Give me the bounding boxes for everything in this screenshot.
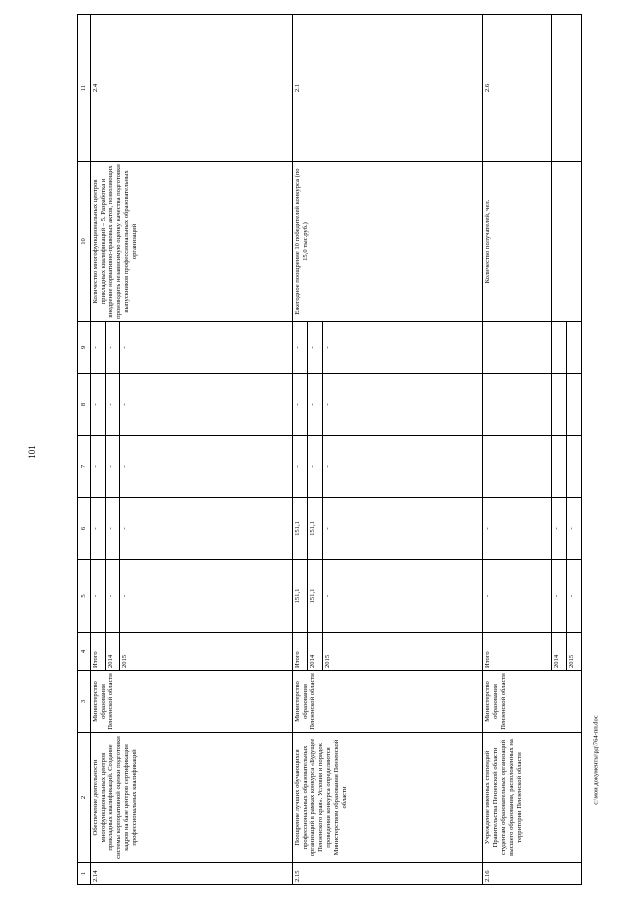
executor-cell: Министерство образования Пензенской области: [292, 671, 483, 733]
year-cell: Итого: [483, 633, 552, 671]
value-cell: -: [90, 374, 105, 436]
indicator-cell: Количество получателей, чел.: [483, 162, 552, 322]
indicator-blank-cell: [552, 162, 582, 322]
year-cell: Итого: [90, 633, 105, 671]
code-cell: 2.1: [292, 15, 483, 162]
footer-file-path: c:\мои документы\рд\764-пп.doc: [592, 715, 600, 805]
value-cell: -: [90, 436, 105, 498]
value-cell: 151,1: [307, 560, 322, 633]
value-cell: -: [120, 374, 292, 436]
header-row: [78, 15, 91, 885]
value-cell: -: [307, 436, 322, 498]
activity-cell: Учреждение именных стипендий Правительства Пензенской области студентам образовательных организаций высшего образования, расположенных на территории Пензенской области: [483, 733, 582, 863]
year-cell: 2015: [120, 633, 292, 671]
year-cell: Итого: [292, 633, 307, 671]
row-number: 2.14: [90, 863, 292, 885]
value-cell: -: [307, 322, 322, 374]
value-cell: -: [483, 560, 552, 633]
col-header-1: 1: [78, 863, 91, 885]
value-cell: -: [105, 374, 120, 436]
value-cell: -: [322, 322, 483, 374]
value-cell: [483, 322, 552, 374]
value-cell: -: [483, 498, 552, 560]
value-cell: -: [105, 560, 120, 633]
value-cell: -: [322, 498, 483, 560]
activity-cell: Обеспечение деятельности многофункциональных центров прикладных квалификаций. Создание системы корпоративной оценки подготовки кадров на базе центров сертификации профессиональных квалификаций: [90, 733, 292, 863]
value-cell: -: [322, 560, 483, 633]
value-cell: -: [105, 322, 120, 374]
indicator-cell: Ежегодное поощрение 10 победителей конкурса (по 15,0 тыс.руб.): [292, 162, 483, 322]
year-cell: 2015: [567, 633, 582, 671]
year-cell: 2015: [322, 633, 483, 671]
col-header-3: 3: [78, 671, 91, 733]
value-cell: -: [90, 322, 105, 374]
indicator-cell: Количество многофункциональных центров прикладных квалификаций – 5. Разработка и внедрение нормативно-правовых актов, позволяющих производить независимую оценку качества подготовки выпускников профессиональных образовательных организаций: [90, 162, 292, 322]
value-cell: -: [567, 560, 582, 633]
value-cell: -: [292, 436, 307, 498]
value-cell: -: [120, 498, 292, 560]
value-cell: -: [120, 560, 292, 633]
col-header-11: 11: [78, 15, 91, 162]
document-table-wrapper: [77, 15, 582, 885]
code-cell: 2.6: [483, 15, 552, 162]
value-cell: 151,1: [307, 498, 322, 560]
value-cell: -: [120, 436, 292, 498]
value-cell: 151,1: [292, 498, 307, 560]
page-number: 101: [27, 445, 37, 459]
value-cell: -: [322, 374, 483, 436]
value-cell: [552, 374, 567, 436]
code-cell: 2.4: [90, 15, 292, 162]
value-cell: [567, 322, 582, 374]
rotated-table-container: [77, 15, 582, 885]
year-cell: 2014: [307, 633, 322, 671]
value-cell: [483, 374, 552, 436]
activity-cell: Поощрение лучших обучающихся профессиональных образовательных организаций в рамках конкурса «Будущее Пензенского края». Условия и порядок проведения конкурса определяются Министерством образования Пензенской области: [292, 733, 483, 863]
col-header-4: 4: [78, 633, 91, 671]
executor-cell: Министерство образования Пензенской области: [90, 671, 292, 733]
value-cell: [567, 436, 582, 498]
col-header-9: 9: [78, 322, 91, 374]
value-cell: -: [552, 498, 567, 560]
row-number: 2.15: [292, 863, 483, 885]
value-cell: -: [105, 498, 120, 560]
value-cell: -: [322, 436, 483, 498]
col-header-6: 6: [78, 498, 91, 560]
value-cell: -: [307, 374, 322, 436]
value-cell: -: [105, 436, 120, 498]
col-header-2: 2: [78, 733, 91, 863]
value-cell: 151,1: [292, 560, 307, 633]
table-row: [292, 15, 307, 885]
value-cell: -: [120, 322, 292, 374]
col-header-7: 7: [78, 436, 91, 498]
value-cell: -: [90, 560, 105, 633]
value-cell: -: [90, 498, 105, 560]
value-cell: -: [552, 560, 567, 633]
value-cell: [552, 436, 567, 498]
value-cell: -: [292, 374, 307, 436]
executor-cell: Министерство образования Пензенской области: [483, 671, 582, 733]
program-activities-table: [77, 14, 582, 885]
col-header-10: 10: [78, 162, 91, 322]
col-header-5: 5: [78, 560, 91, 633]
table-row: [483, 15, 552, 885]
table-row: [90, 15, 105, 885]
year-cell: 2014: [552, 633, 567, 671]
value-cell: -: [567, 498, 582, 560]
value-cell: [552, 322, 567, 374]
col-header-8: 8: [78, 374, 91, 436]
value-cell: [483, 436, 552, 498]
row-number: 2.16: [483, 863, 582, 885]
year-cell: 2014: [105, 633, 120, 671]
value-cell: -: [292, 322, 307, 374]
code-blank-cell: [552, 15, 582, 162]
value-cell: [567, 374, 582, 436]
